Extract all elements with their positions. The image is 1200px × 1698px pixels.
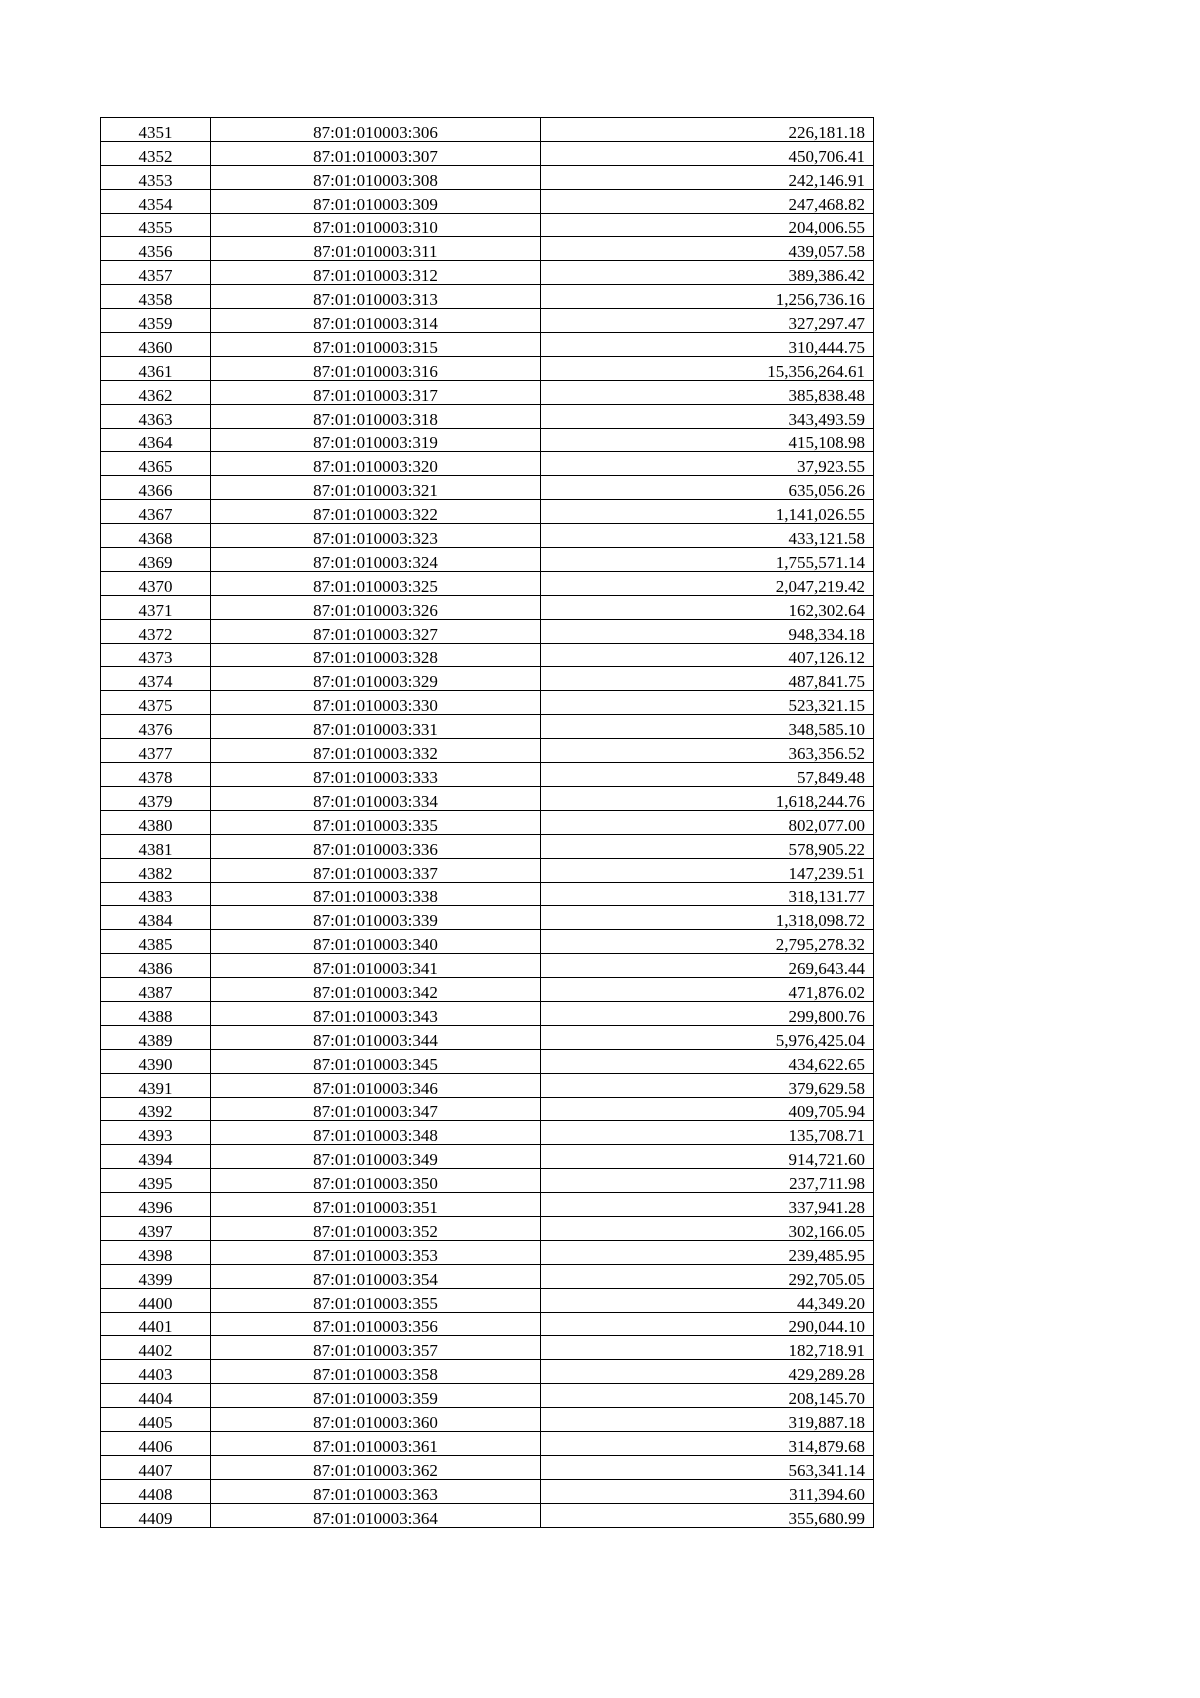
row-number-cell: 4366 bbox=[101, 476, 211, 500]
table-row bbox=[101, 786, 874, 810]
table-row bbox=[101, 213, 874, 237]
table-row bbox=[101, 1145, 874, 1169]
value-cell: 226,181.18 bbox=[541, 118, 874, 142]
table-row bbox=[101, 1360, 874, 1384]
cadastral-code-cell: 87:01:010003:333 bbox=[211, 763, 541, 787]
table-row bbox=[101, 619, 874, 643]
cadastral-code-cell: 87:01:010003:326 bbox=[211, 595, 541, 619]
cadastral-code-cell: 87:01:010003:308 bbox=[211, 165, 541, 189]
row-number-cell: 4403 bbox=[101, 1360, 211, 1384]
cadastral-code-cell: 87:01:010003:341 bbox=[211, 954, 541, 978]
table-row bbox=[101, 1121, 874, 1145]
cadastral-code-cell: 87:01:010003:329 bbox=[211, 667, 541, 691]
row-number-cell: 4362 bbox=[101, 380, 211, 404]
row-number-cell: 4368 bbox=[101, 524, 211, 548]
cadastral-code-cell: 87:01:010003:340 bbox=[211, 930, 541, 954]
value-cell: 311,394.60 bbox=[541, 1479, 874, 1503]
table-row bbox=[101, 1503, 874, 1527]
cadastral-code-cell: 87:01:010003:309 bbox=[211, 189, 541, 213]
row-number-cell: 4395 bbox=[101, 1169, 211, 1193]
table-row bbox=[101, 118, 874, 142]
row-number-cell: 4376 bbox=[101, 715, 211, 739]
value-cell: 343,493.59 bbox=[541, 404, 874, 428]
value-cell: 247,468.82 bbox=[541, 189, 874, 213]
row-number-cell: 4385 bbox=[101, 930, 211, 954]
table-row bbox=[101, 189, 874, 213]
value-cell: 299,800.76 bbox=[541, 1001, 874, 1025]
value-cell: 239,485.95 bbox=[541, 1240, 874, 1264]
value-cell: 415,108.98 bbox=[541, 428, 874, 452]
table-row bbox=[101, 1455, 874, 1479]
value-cell: 269,643.44 bbox=[541, 954, 874, 978]
cadastral-code-cell: 87:01:010003:342 bbox=[211, 978, 541, 1002]
value-cell: 563,341.14 bbox=[541, 1455, 874, 1479]
cadastral-code-cell: 87:01:010003:306 bbox=[211, 118, 541, 142]
row-number-cell: 4382 bbox=[101, 858, 211, 882]
value-cell: 450,706.41 bbox=[541, 141, 874, 165]
table-row bbox=[101, 1049, 874, 1073]
cadastral-code-cell: 87:01:010003:314 bbox=[211, 309, 541, 333]
cadastral-code-cell: 87:01:010003:339 bbox=[211, 906, 541, 930]
table-row bbox=[101, 643, 874, 667]
row-number-cell: 4365 bbox=[101, 452, 211, 476]
cadastral-code-cell: 87:01:010003:331 bbox=[211, 715, 541, 739]
value-cell: 318,131.77 bbox=[541, 882, 874, 906]
row-number-cell: 4372 bbox=[101, 619, 211, 643]
cadastral-code-cell: 87:01:010003:318 bbox=[211, 404, 541, 428]
table-row bbox=[101, 141, 874, 165]
row-number-cell: 4389 bbox=[101, 1025, 211, 1049]
value-cell: 409,705.94 bbox=[541, 1097, 874, 1121]
value-cell: 319,887.18 bbox=[541, 1408, 874, 1432]
table-row bbox=[101, 404, 874, 428]
cadastral-code-cell: 87:01:010003:364 bbox=[211, 1503, 541, 1527]
table-row bbox=[101, 356, 874, 380]
row-number-cell: 4359 bbox=[101, 309, 211, 333]
table-row bbox=[101, 691, 874, 715]
table-row bbox=[101, 380, 874, 404]
table-row bbox=[101, 1097, 874, 1121]
table-row bbox=[101, 882, 874, 906]
row-number-cell: 4371 bbox=[101, 595, 211, 619]
row-number-cell: 4394 bbox=[101, 1145, 211, 1169]
table-row bbox=[101, 739, 874, 763]
row-number-cell: 4360 bbox=[101, 333, 211, 357]
table-row bbox=[101, 1431, 874, 1455]
row-number-cell: 4361 bbox=[101, 356, 211, 380]
cadastral-code-cell: 87:01:010003:363 bbox=[211, 1479, 541, 1503]
table-row bbox=[101, 1264, 874, 1288]
row-number-cell: 4407 bbox=[101, 1455, 211, 1479]
table-row bbox=[101, 1193, 874, 1217]
value-cell: 434,622.65 bbox=[541, 1049, 874, 1073]
row-number-cell: 4406 bbox=[101, 1431, 211, 1455]
table-row bbox=[101, 285, 874, 309]
value-cell: 429,289.28 bbox=[541, 1360, 874, 1384]
cadastral-code-cell: 87:01:010003:323 bbox=[211, 524, 541, 548]
row-number-cell: 4396 bbox=[101, 1193, 211, 1217]
cadastral-code-cell: 87:01:010003:330 bbox=[211, 691, 541, 715]
cadastral-code-cell: 87:01:010003:322 bbox=[211, 500, 541, 524]
row-number-cell: 4401 bbox=[101, 1312, 211, 1336]
row-number-cell: 4392 bbox=[101, 1097, 211, 1121]
value-cell: 327,297.47 bbox=[541, 309, 874, 333]
value-cell: 1,618,244.76 bbox=[541, 786, 874, 810]
row-number-cell: 4355 bbox=[101, 213, 211, 237]
row-number-cell: 4391 bbox=[101, 1073, 211, 1097]
table-row bbox=[101, 930, 874, 954]
value-cell: 914,721.60 bbox=[541, 1145, 874, 1169]
value-cell: 471,876.02 bbox=[541, 978, 874, 1002]
value-cell: 407,126.12 bbox=[541, 643, 874, 667]
row-number-cell: 4363 bbox=[101, 404, 211, 428]
row-number-cell: 4381 bbox=[101, 834, 211, 858]
table-row bbox=[101, 1288, 874, 1312]
row-number-cell: 4374 bbox=[101, 667, 211, 691]
value-cell: 314,879.68 bbox=[541, 1431, 874, 1455]
row-number-cell: 4373 bbox=[101, 643, 211, 667]
value-cell: 635,056.26 bbox=[541, 476, 874, 500]
row-number-cell: 4369 bbox=[101, 548, 211, 572]
value-cell: 135,708.71 bbox=[541, 1121, 874, 1145]
row-number-cell: 4384 bbox=[101, 906, 211, 930]
row-number-cell: 4408 bbox=[101, 1479, 211, 1503]
cadastral-code-cell: 87:01:010003:310 bbox=[211, 213, 541, 237]
row-number-cell: 4383 bbox=[101, 882, 211, 906]
value-cell: 948,334.18 bbox=[541, 619, 874, 643]
table-row bbox=[101, 858, 874, 882]
cadastral-code-cell: 87:01:010003:347 bbox=[211, 1097, 541, 1121]
value-cell: 439,057.58 bbox=[541, 237, 874, 261]
value-cell: 1,141,026.55 bbox=[541, 500, 874, 524]
table-row bbox=[101, 476, 874, 500]
cadastral-code-cell: 87:01:010003:356 bbox=[211, 1312, 541, 1336]
value-cell: 355,680.99 bbox=[541, 1503, 874, 1527]
row-number-cell: 4405 bbox=[101, 1408, 211, 1432]
value-cell: 147,239.51 bbox=[541, 858, 874, 882]
table-body bbox=[101, 118, 874, 1528]
value-cell: 302,166.05 bbox=[541, 1216, 874, 1240]
value-cell: 385,838.48 bbox=[541, 380, 874, 404]
cadastral-code-cell: 87:01:010003:346 bbox=[211, 1073, 541, 1097]
cadastral-code-cell: 87:01:010003:325 bbox=[211, 571, 541, 595]
cadastral-code-cell: 87:01:010003:312 bbox=[211, 261, 541, 285]
value-cell: 337,941.28 bbox=[541, 1193, 874, 1217]
cadastral-code-cell: 87:01:010003:350 bbox=[211, 1169, 541, 1193]
cadastral-code-cell: 87:01:010003:360 bbox=[211, 1408, 541, 1432]
value-cell: 523,321.15 bbox=[541, 691, 874, 715]
data-table bbox=[100, 117, 874, 1528]
cadastral-code-cell: 87:01:010003:336 bbox=[211, 834, 541, 858]
row-number-cell: 4378 bbox=[101, 763, 211, 787]
cadastral-code-cell: 87:01:010003:319 bbox=[211, 428, 541, 452]
table-row bbox=[101, 1001, 874, 1025]
row-number-cell: 4364 bbox=[101, 428, 211, 452]
row-number-cell: 4358 bbox=[101, 285, 211, 309]
cadastral-code-cell: 87:01:010003:353 bbox=[211, 1240, 541, 1264]
table-row bbox=[101, 1479, 874, 1503]
row-number-cell: 4357 bbox=[101, 261, 211, 285]
cadastral-code-cell: 87:01:010003:313 bbox=[211, 285, 541, 309]
table-row bbox=[101, 1169, 874, 1193]
table-row bbox=[101, 715, 874, 739]
table-row bbox=[101, 165, 874, 189]
table-row bbox=[101, 333, 874, 357]
table-row bbox=[101, 1312, 874, 1336]
table-row bbox=[101, 1408, 874, 1432]
value-cell: 237,711.98 bbox=[541, 1169, 874, 1193]
table-row bbox=[101, 1216, 874, 1240]
cadastral-code-cell: 87:01:010003:345 bbox=[211, 1049, 541, 1073]
row-number-cell: 4398 bbox=[101, 1240, 211, 1264]
table-row bbox=[101, 452, 874, 476]
value-cell: 310,444.75 bbox=[541, 333, 874, 357]
row-number-cell: 4356 bbox=[101, 237, 211, 261]
cadastral-code-cell: 87:01:010003:348 bbox=[211, 1121, 541, 1145]
row-number-cell: 4409 bbox=[101, 1503, 211, 1527]
cadastral-code-cell: 87:01:010003:317 bbox=[211, 380, 541, 404]
row-number-cell: 4387 bbox=[101, 978, 211, 1002]
row-number-cell: 4400 bbox=[101, 1288, 211, 1312]
cadastral-code-cell: 87:01:010003:315 bbox=[211, 333, 541, 357]
cadastral-code-cell: 87:01:010003:362 bbox=[211, 1455, 541, 1479]
cadastral-code-cell: 87:01:010003:337 bbox=[211, 858, 541, 882]
table-row bbox=[101, 237, 874, 261]
table-row bbox=[101, 834, 874, 858]
row-number-cell: 4377 bbox=[101, 739, 211, 763]
row-number-cell: 4351 bbox=[101, 118, 211, 142]
value-cell: 208,145.70 bbox=[541, 1384, 874, 1408]
row-number-cell: 4388 bbox=[101, 1001, 211, 1025]
cadastral-code-cell: 87:01:010003:334 bbox=[211, 786, 541, 810]
value-cell: 433,121.58 bbox=[541, 524, 874, 548]
value-cell: 182,718.91 bbox=[541, 1336, 874, 1360]
value-cell: 1,256,736.16 bbox=[541, 285, 874, 309]
cadastral-code-cell: 87:01:010003:354 bbox=[211, 1264, 541, 1288]
value-cell: 1,755,571.14 bbox=[541, 548, 874, 572]
cadastral-code-cell: 87:01:010003:338 bbox=[211, 882, 541, 906]
cadastral-code-cell: 87:01:010003:361 bbox=[211, 1431, 541, 1455]
cadastral-code-cell: 87:01:010003:343 bbox=[211, 1001, 541, 1025]
value-cell: 37,923.55 bbox=[541, 452, 874, 476]
cadastral-code-cell: 87:01:010003:311 bbox=[211, 237, 541, 261]
row-number-cell: 4353 bbox=[101, 165, 211, 189]
value-cell: 389,386.42 bbox=[541, 261, 874, 285]
table-row bbox=[101, 524, 874, 548]
value-cell: 292,705.05 bbox=[541, 1264, 874, 1288]
value-cell: 162,302.64 bbox=[541, 595, 874, 619]
cadastral-code-cell: 87:01:010003:320 bbox=[211, 452, 541, 476]
table-row bbox=[101, 667, 874, 691]
cadastral-code-cell: 87:01:010003:324 bbox=[211, 548, 541, 572]
value-cell: 379,629.58 bbox=[541, 1073, 874, 1097]
cadastral-code-cell: 87:01:010003:355 bbox=[211, 1288, 541, 1312]
value-cell: 5,976,425.04 bbox=[541, 1025, 874, 1049]
table-row bbox=[101, 548, 874, 572]
cadastral-code-cell: 87:01:010003:307 bbox=[211, 141, 541, 165]
value-cell: 242,146.91 bbox=[541, 165, 874, 189]
value-cell: 348,585.10 bbox=[541, 715, 874, 739]
table-row bbox=[101, 1384, 874, 1408]
cadastral-code-cell: 87:01:010003:351 bbox=[211, 1193, 541, 1217]
row-number-cell: 4352 bbox=[101, 141, 211, 165]
row-number-cell: 4397 bbox=[101, 1216, 211, 1240]
cadastral-code-cell: 87:01:010003:344 bbox=[211, 1025, 541, 1049]
cadastral-code-cell: 87:01:010003:349 bbox=[211, 1145, 541, 1169]
table-row bbox=[101, 595, 874, 619]
cadastral-code-cell: 87:01:010003:321 bbox=[211, 476, 541, 500]
row-number-cell: 4379 bbox=[101, 786, 211, 810]
table-row bbox=[101, 906, 874, 930]
table-row bbox=[101, 1073, 874, 1097]
value-cell: 2,795,278.32 bbox=[541, 930, 874, 954]
cadastral-code-cell: 87:01:010003:327 bbox=[211, 619, 541, 643]
table-row bbox=[101, 810, 874, 834]
row-number-cell: 4399 bbox=[101, 1264, 211, 1288]
table-row bbox=[101, 954, 874, 978]
row-number-cell: 4367 bbox=[101, 500, 211, 524]
row-number-cell: 4386 bbox=[101, 954, 211, 978]
cadastral-code-cell: 87:01:010003:352 bbox=[211, 1216, 541, 1240]
row-number-cell: 4402 bbox=[101, 1336, 211, 1360]
cadastral-code-cell: 87:01:010003:359 bbox=[211, 1384, 541, 1408]
value-cell: 44,349.20 bbox=[541, 1288, 874, 1312]
value-cell: 1,318,098.72 bbox=[541, 906, 874, 930]
row-number-cell: 4370 bbox=[101, 571, 211, 595]
row-number-cell: 4375 bbox=[101, 691, 211, 715]
row-number-cell: 4393 bbox=[101, 1121, 211, 1145]
table-row bbox=[101, 261, 874, 285]
row-number-cell: 4390 bbox=[101, 1049, 211, 1073]
table-row bbox=[101, 1240, 874, 1264]
value-cell: 2,047,219.42 bbox=[541, 571, 874, 595]
value-cell: 578,905.22 bbox=[541, 834, 874, 858]
cadastral-code-cell: 87:01:010003:335 bbox=[211, 810, 541, 834]
table-row bbox=[101, 1025, 874, 1049]
table-row bbox=[101, 571, 874, 595]
table-row bbox=[101, 500, 874, 524]
cadastral-code-cell: 87:01:010003:357 bbox=[211, 1336, 541, 1360]
value-cell: 487,841.75 bbox=[541, 667, 874, 691]
value-cell: 15,356,264.61 bbox=[541, 356, 874, 380]
table-row bbox=[101, 978, 874, 1002]
row-number-cell: 4380 bbox=[101, 810, 211, 834]
row-number-cell: 4354 bbox=[101, 189, 211, 213]
value-cell: 57,849.48 bbox=[541, 763, 874, 787]
table-row bbox=[101, 428, 874, 452]
table-row bbox=[101, 1336, 874, 1360]
value-cell: 204,006.55 bbox=[541, 213, 874, 237]
value-cell: 290,044.10 bbox=[541, 1312, 874, 1336]
table-row bbox=[101, 309, 874, 333]
row-number-cell: 4404 bbox=[101, 1384, 211, 1408]
cadastral-code-cell: 87:01:010003:332 bbox=[211, 739, 541, 763]
cadastral-code-cell: 87:01:010003:358 bbox=[211, 1360, 541, 1384]
value-cell: 363,356.52 bbox=[541, 739, 874, 763]
cadastral-code-cell: 87:01:010003:328 bbox=[211, 643, 541, 667]
cadastral-code-cell: 87:01:010003:316 bbox=[211, 356, 541, 380]
value-cell: 802,077.00 bbox=[541, 810, 874, 834]
table-row bbox=[101, 763, 874, 787]
